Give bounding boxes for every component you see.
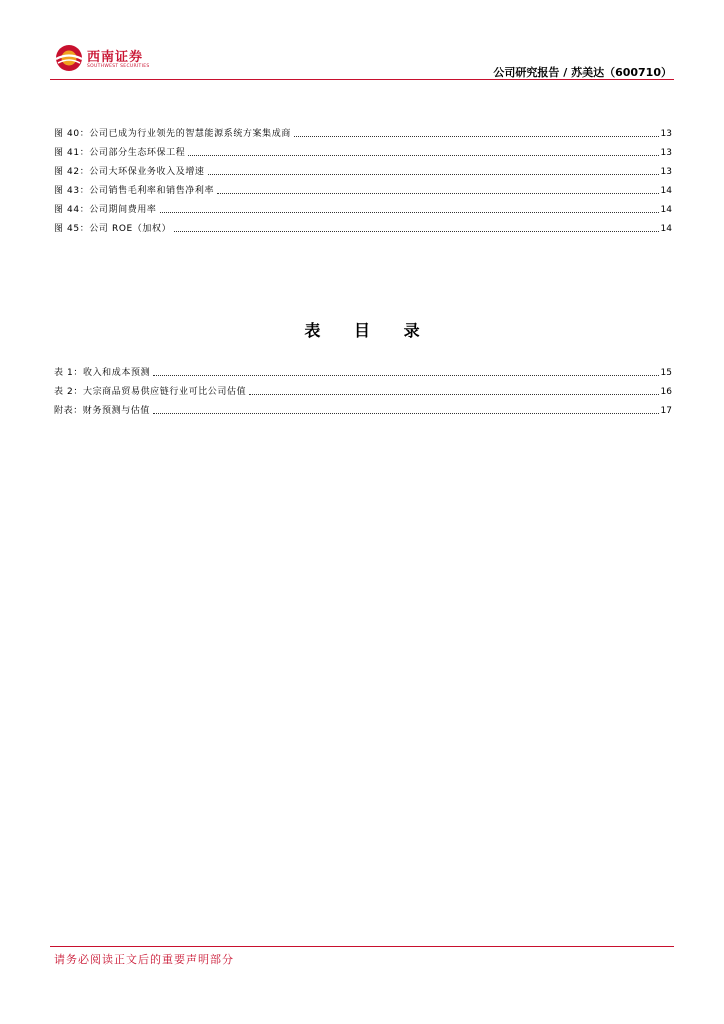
toc-entry[interactable] [54,398,672,417]
logo-chinese-name: 西南证券 [87,50,144,65]
tables-toc [54,360,672,417]
toc-entry-page: 14 [660,205,672,215]
report-title: 公司研究报告 / 苏美达（600710） [493,66,672,79]
company-logo [54,43,164,75]
toc-leader [294,136,659,137]
toc-entry-label: 图 44：公司期间费用率 [54,205,157,215]
toc-entry-page: 14 [660,224,672,234]
logo-english-name: SOUTHWEST SECURITIES [87,64,150,69]
toc-entry[interactable] [54,121,672,140]
toc-leader [217,193,658,194]
toc-entry-label: 附表：财务预测与估值 [54,406,151,416]
toc-entry-page: 13 [660,167,672,177]
toc-leader [153,413,659,414]
toc-entry-label: 表 2：大宗商品贸易供应链行业可比公司估值 [54,387,247,397]
header-divider [50,79,674,80]
toc-leader [188,155,658,156]
page-header [0,0,724,82]
toc-leader [208,174,659,175]
toc-entry-page: 14 [660,186,672,196]
toc-entry-label: 图 43：公司销售毛利率和销售净利率 [54,186,215,196]
toc-leader [153,375,658,376]
toc-entry-page: 16 [660,387,672,397]
toc-entry-label: 图 40：公司已成为行业领先的智慧能源系统方案集成商 [54,129,291,139]
tables-toc-heading: 表 目 录 [304,321,434,340]
figures-toc [54,121,672,235]
logo-sun-icon [54,43,84,73]
toc-entry-page: 13 [660,129,672,139]
toc-entry-page: 15 [660,368,672,378]
toc-leader [174,231,658,232]
toc-entry[interactable] [54,216,672,235]
toc-leader [249,394,658,395]
toc-entry[interactable] [54,379,672,398]
toc-entry-label: 图 45：公司 ROE（加权） [54,224,172,234]
toc-entry[interactable] [54,140,672,159]
footer-divider [50,946,674,947]
toc-entry-label: 表 1：收入和成本预测 [54,368,151,378]
toc-entry-page: 13 [660,148,672,158]
toc-entry-page: 17 [660,406,672,416]
toc-entry[interactable] [54,360,672,379]
toc-entry-label: 图 41：公司部分生态环保工程 [54,148,186,158]
toc-leader [160,212,659,213]
toc-entry-label: 图 42：公司大环保业务收入及增速 [54,167,205,177]
toc-entry[interactable] [54,197,672,216]
toc-entry[interactable] [54,178,672,197]
footer-disclaimer-notice: 请务必阅读正文后的重要声明部分 [54,953,234,966]
toc-entry[interactable] [54,159,672,178]
